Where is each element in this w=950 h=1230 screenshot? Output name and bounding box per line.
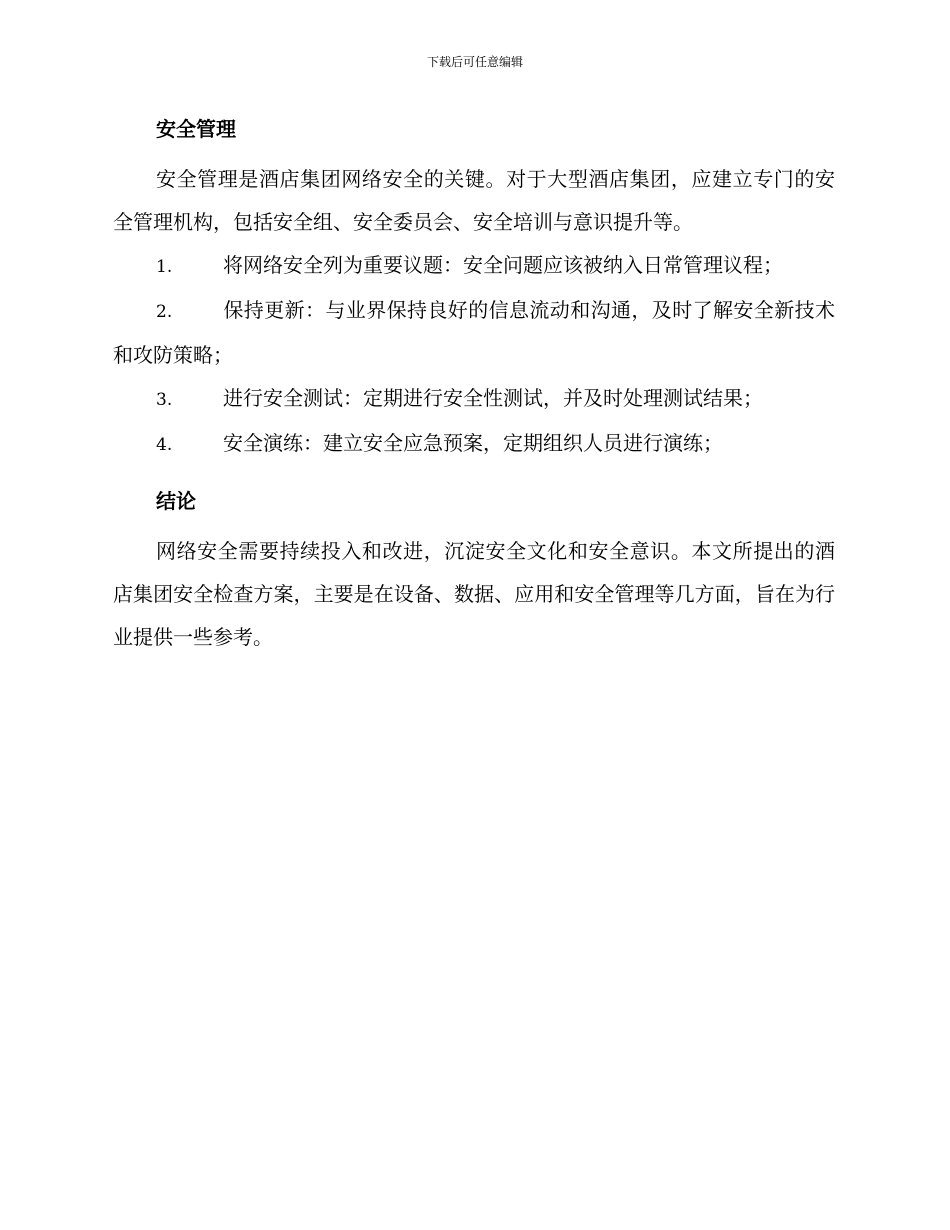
list-number: 2. — [156, 302, 173, 322]
section-intro-paragraph: 安全管理是酒店集团网络安全的关键。对于大型酒店集团，应建立专门的安全管理机构，包括安全组、安全委员会、安全培训与意识提升等。 — [113, 167, 835, 234]
header-note: 下载后可任意编辑 — [426, 55, 523, 69]
list-item-text: 进行安全测试：定期进行安全性测试，并及时处理测试结果； — [223, 386, 763, 410]
list-item-2 — [113, 289, 835, 377]
list-number: 1. — [156, 257, 173, 277]
list-number: 3. — [156, 390, 173, 410]
section-heading-conclusion: 结论 — [156, 489, 196, 513]
document-body — [113, 110, 835, 659]
conclusion-paragraph: 网络安全需要持续投入和改进，沉淀安全文化和安全意识。本文所提出的酒店集团安全检查方案，主要是在设备、数据、应用和安全管理等几方面，旨在为行业提供一些参考。 — [113, 539, 835, 649]
list-item-text: 将网络安全列为重要议题：安全问题应该被纳入日常管理议程； — [223, 253, 783, 277]
list-number: 4. — [156, 435, 173, 455]
section-heading-security-management: 安全管理 — [156, 117, 236, 141]
list-item-1 — [113, 244, 835, 289]
list-item-text: 安全演练：建立安全应急预案，定期组织人员进行演练； — [223, 431, 723, 455]
list-item-3 — [113, 377, 835, 422]
list-item-4 — [113, 422, 835, 467]
list-item-text: 保持更新：与业界保持良好的信息流动和沟通，及时了解安全新技术和攻防策略； — [113, 298, 835, 367]
